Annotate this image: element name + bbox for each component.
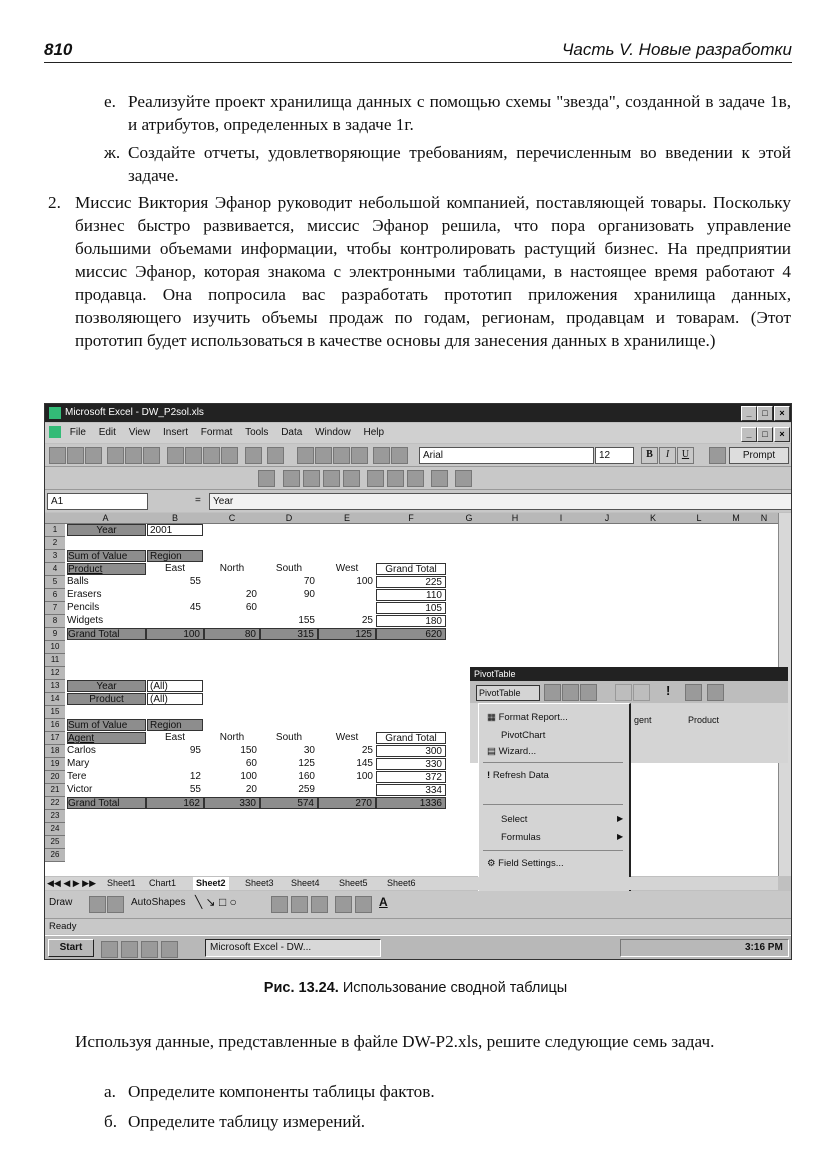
pivot1-col-header: South — [275, 563, 303, 574]
sheet-tabs — [45, 877, 778, 890]
doc-close-icon[interactable]: × — [774, 427, 790, 442]
row-header[interactable]: 9 — [45, 628, 65, 641]
cell-tool-icon[interactable] — [431, 470, 448, 487]
item-text: Миссис Виктория Эфанор руководит небольшой компанией, поставляющей товары. Поскольку бизнес быстро развивается, миссис Эфанор решила, что пора организовать управление большими объемами информации, чтобы контролировать растущий бизнес. На предприятии миссис Эфанор, которая знакома с электронными таблицами, в настоящее время работают 4 продавца. Она попросила вас разработать прототип приложения хранилища данных, позволяющего изучить объемы продаж по годам, регионам, продавцам и товарам. (Этот прототип будет использоваться в качестве основы для занесения данных в хранилище.) — [75, 193, 791, 350]
chart-wizard-icon[interactable] — [373, 447, 390, 464]
value-cell[interactable] — [146, 615, 204, 627]
value-cell[interactable]: 80 — [204, 628, 260, 640]
row-header[interactable]: 15 — [45, 706, 65, 719]
value-cell[interactable]: 574 — [260, 797, 318, 809]
row-label[interactable]: Erasers — [67, 589, 102, 600]
pivot1-page-value[interactable]: 2001 — [147, 524, 203, 536]
value-cell[interactable]: 330 — [204, 797, 260, 809]
row-header[interactable]: 17 — [45, 732, 65, 745]
menu-item-select[interactable]: Select — [501, 814, 528, 825]
sort-icon[interactable] — [351, 447, 368, 464]
grand-total-cell[interactable]: 620 — [376, 628, 446, 640]
column-header[interactable]: L — [676, 513, 723, 524]
status-text: Ready — [49, 921, 77, 932]
map-tool-icon[interactable] — [303, 470, 320, 487]
pivot-wizard-icon[interactable] — [580, 684, 597, 701]
tab-sheet2[interactable]: Sheet2 — [193, 877, 229, 890]
check-tool-icon[interactable] — [407, 470, 424, 487]
submenu-arrow-icon: ▶ — [617, 832, 624, 841]
status-bar — [45, 919, 791, 934]
value-cell[interactable] — [146, 758, 204, 770]
clock: 3:16 PM — [745, 942, 783, 953]
value-cell[interactable]: 259 — [298, 784, 315, 795]
name-box[interactable]: A1 — [47, 493, 148, 510]
pivot1-col-field[interactable]: Region — [147, 550, 203, 562]
taskbar-excel-button[interactable]: Microsoft Excel - DW... — [205, 939, 381, 957]
grand-total-cell[interactable]: 330 — [376, 758, 446, 770]
pivot2-page-value[interactable]: (All) — [147, 693, 203, 705]
maximize-icon[interactable]: □ — [757, 406, 773, 421]
menu-tools[interactable]: Tools — [245, 427, 269, 438]
redo-icon[interactable] — [267, 447, 284, 464]
grand-total-cell[interactable]: 300 — [376, 745, 446, 757]
column-header[interactable]: I — [538, 513, 585, 524]
draw-tool-icon[interactable] — [343, 470, 360, 487]
pivot2-page-label[interactable]: Year — [67, 680, 146, 692]
autosum-icon[interactable] — [315, 447, 332, 464]
value-cell[interactable] — [318, 589, 376, 601]
textbox-icon[interactable] — [271, 896, 288, 913]
field-button-agent[interactable]: gent — [634, 715, 652, 725]
row-header[interactable]: 16 — [45, 719, 65, 732]
undo-icon[interactable] — [245, 447, 262, 464]
autoshapes-menu[interactable]: AutoShapes — [131, 897, 186, 908]
underline-icon[interactable]: U — [677, 447, 694, 464]
value-cell[interactable]: 20 — [245, 784, 257, 795]
value-cell[interactable]: 100 — [240, 771, 257, 782]
row-header[interactable]: 7 — [45, 602, 65, 615]
pivot2-page-value[interactable]: (All) — [147, 680, 203, 692]
select-all-corner[interactable] — [45, 513, 66, 524]
value-cell[interactable]: 125 — [318, 628, 376, 640]
title-bar — [45, 404, 791, 422]
value-cell[interactable]: 45 — [189, 602, 201, 613]
value-cell[interactable]: 155 — [298, 615, 315, 626]
value-cell[interactable]: 25 — [361, 615, 373, 626]
new-icon[interactable] — [49, 447, 66, 464]
pivot2-col-field[interactable]: Region — [147, 719, 203, 731]
value-cell[interactable] — [146, 589, 204, 601]
format-painter-icon[interactable] — [221, 447, 238, 464]
row-label[interactable]: Pencils — [67, 602, 100, 613]
window-title: Microsoft Excel - DW_P2sol.xls — [65, 407, 204, 418]
hide-detail-icon[interactable] — [615, 684, 632, 701]
value-cell[interactable]: 55 — [189, 576, 201, 587]
pivottable-toolbar-buttons — [470, 681, 788, 703]
value-cell[interactable] — [318, 784, 376, 796]
pivottable-menu-button[interactable]: PivotTable — [476, 685, 540, 701]
wordart-icon[interactable] — [291, 896, 308, 913]
clipart-icon[interactable] — [311, 896, 328, 913]
figure-title: Использование сводной таблицы — [342, 980, 568, 996]
show-detail-icon[interactable] — [633, 684, 650, 701]
field-list-icon[interactable] — [707, 684, 724, 701]
item-text: Определите таблицу измерений. — [128, 1112, 366, 1131]
grand-total-cell[interactable]: 110 — [376, 589, 446, 601]
column-header[interactable]: F — [376, 513, 447, 524]
value-cell[interactable] — [260, 602, 318, 614]
value-cell[interactable]: 25 — [361, 745, 373, 756]
value-cell[interactable]: 270 — [318, 797, 376, 809]
figure-caption — [0, 980, 831, 996]
fill-color-icon[interactable] — [335, 896, 352, 913]
row-header[interactable]: 3 — [45, 550, 65, 563]
value-cell[interactable]: 12 — [189, 771, 201, 782]
pivot1-col-header: East — [164, 563, 185, 574]
workbook-icon[interactable] — [49, 426, 61, 438]
pivot1-row-field[interactable]: Product — [67, 563, 146, 575]
column-header[interactable]: J — [584, 513, 631, 524]
menu-file[interactable]: File — [69, 427, 86, 438]
start-button[interactable]: Start — [48, 939, 94, 957]
menu-item-format-report[interactable]: ▦ Format Report... — [487, 712, 568, 723]
assistant-icon[interactable] — [709, 447, 726, 464]
shape-tool-icon[interactable] — [323, 470, 340, 487]
list-tool-icon[interactable] — [387, 470, 404, 487]
value-cell[interactable]: 125 — [298, 758, 315, 769]
quicklaunch-icon[interactable] — [121, 941, 138, 958]
value-cell[interactable]: 95 — [189, 745, 201, 756]
equals-icon[interactable]: = — [195, 495, 201, 506]
prompt-button[interactable]: Prompt — [729, 447, 789, 464]
pivot1-corner[interactable]: Sum of Value — [67, 550, 146, 562]
hyperlink-icon[interactable] — [297, 447, 314, 464]
pivot2-col-header: South — [275, 732, 303, 743]
line-arrow-rect-oval-icon[interactable]: ╲ ↘ □ ○ — [195, 895, 237, 909]
row-header[interactable]: 18 — [45, 745, 65, 758]
refresh-data-icon: ! — [487, 770, 491, 781]
item-text: Определите компоненты таблицы фактов. — [128, 1082, 435, 1101]
row-header[interactable]: 12 — [45, 667, 65, 680]
grand-total-label[interactable]: Grand Total — [67, 628, 146, 640]
row-header[interactable]: 24 — [45, 823, 65, 836]
value-cell[interactable]: 162 — [146, 797, 204, 809]
row-label[interactable]: Widgets — [67, 615, 104, 626]
value-cell[interactable]: 145 — [356, 758, 373, 769]
pivot2-corner[interactable]: Sum of Value — [67, 719, 146, 731]
grand-total-cell[interactable]: 180 — [376, 615, 446, 627]
pivot2-col-header: Grand Total — [376, 732, 446, 744]
pivot1-page-label[interactable]: Year — [67, 524, 146, 536]
print-icon[interactable] — [107, 447, 124, 464]
pivottable-toolbar-title[interactable]: PivotTable — [470, 667, 788, 681]
excel-icon — [49, 407, 61, 419]
value-cell[interactable] — [204, 615, 260, 627]
row-header[interactable]: 6 — [45, 589, 65, 602]
draw-menu[interactable]: Draw — [49, 897, 73, 908]
row-header[interactable]: 1 — [45, 524, 65, 537]
menu-item-pivotchart[interactable]: PivotChart — [501, 730, 546, 741]
quicklaunch-icon[interactable] — [141, 941, 158, 958]
row-header[interactable]: 11 — [45, 654, 65, 667]
format-report-icon[interactable] — [544, 684, 561, 701]
value-cell[interactable]: 315 — [260, 628, 318, 640]
bottom-intro: Используя данные, представленные в файле DW-P2.xls, решите следующие семь задач. — [75, 1032, 715, 1051]
menu-item-formulas[interactable]: Formulas — [501, 832, 541, 843]
item-text: Реализуйте проект хранилища данных с помощью схемы "звезда", созданной в задаче 1в, и атрибутов, определенных в задаче 1г. — [128, 92, 791, 134]
formula-input[interactable]: Year — [209, 493, 792, 510]
menu-help[interactable]: Help — [363, 427, 385, 438]
menu-item-wizard[interactable]: ▤ Wizard... — [487, 746, 537, 757]
column-header[interactable]: E — [318, 513, 377, 524]
field-button-product[interactable]: Product — [688, 715, 720, 725]
function-icon[interactable] — [333, 447, 350, 464]
line-color-icon[interactable] — [355, 896, 372, 913]
quicklaunch-icon[interactable] — [101, 941, 118, 958]
pivot1-col-header: North — [219, 563, 245, 574]
field-settings-icon[interactable] — [685, 684, 702, 701]
tab-sheet4[interactable]: Sheet4 — [291, 878, 320, 888]
row-header[interactable]: 21 — [45, 784, 65, 797]
row-label[interactable]: Tere — [67, 771, 87, 782]
italic-icon[interactable]: I — [659, 447, 676, 464]
column-header[interactable]: G — [446, 513, 493, 524]
column-header[interactable]: B — [146, 513, 205, 524]
row-header[interactable]: 4 — [45, 563, 65, 576]
menu-edit[interactable]: Edit — [98, 427, 116, 438]
preview-icon[interactable] — [125, 447, 142, 464]
menu-window[interactable]: Window — [315, 427, 351, 438]
page-number: 810 — [44, 40, 73, 59]
menu-item-field-settings[interactable]: ⚙ Field Settings... — [487, 858, 564, 869]
grand-total-cell[interactable]: 105 — [376, 602, 446, 614]
open-icon[interactable] — [67, 447, 84, 464]
value-cell[interactable]: 70 — [303, 576, 315, 587]
menu-format[interactable]: Format — [200, 427, 233, 438]
row-header[interactable]: 2 — [45, 537, 65, 550]
rotate-icon[interactable] — [107, 896, 124, 913]
grand-total-cell[interactable]: 334 — [376, 784, 446, 796]
paste-icon[interactable] — [203, 447, 220, 464]
tab-sheet6[interactable]: Sheet6 — [387, 878, 416, 888]
pivot-mini-toolbar — [45, 467, 791, 490]
tab-scroll-icon[interactable]: ◀◀ ◀ ▶ ▶▶ — [47, 878, 97, 888]
menu-item-refresh-data[interactable]: ! Refresh Data — [487, 770, 549, 781]
menu-data[interactable]: Data — [281, 427, 303, 438]
value-cell[interactable]: 60 — [245, 758, 257, 769]
value-cell[interactable]: 150 — [240, 745, 257, 756]
column-header[interactable]: A — [65, 513, 147, 524]
item-marker: ж. — [104, 143, 121, 162]
menu-bar — [45, 423, 791, 443]
drawing-toolbar — [45, 891, 791, 919]
tab-sheet1[interactable]: Sheet1 — [107, 878, 136, 888]
column-header[interactable]: M — [722, 513, 751, 524]
row-header[interactable]: 19 — [45, 758, 65, 771]
font-name-combo[interactable]: Arial — [419, 447, 594, 464]
item-marker: б. — [104, 1112, 118, 1131]
pivot1-col-header: Grand Total — [376, 563, 446, 575]
column-header[interactable]: H — [492, 513, 539, 524]
formula-bar — [45, 490, 791, 512]
item-text: Создайте отчеты, удовлетворяющие требованиям, перечисленным во введении к этой задаче. — [128, 143, 791, 185]
running-header — [44, 40, 792, 63]
value-cell[interactable]: 55 — [189, 784, 201, 795]
close-icon[interactable]: × — [774, 406, 790, 421]
chapter-title: Часть V. Новые разработки — [561, 40, 792, 59]
figure-label: Рис. 13.24. — [263, 980, 339, 996]
value-cell[interactable]: 160 — [298, 771, 315, 782]
pivot2-page-label[interactable]: Product — [67, 693, 146, 705]
column-header[interactable]: K — [630, 513, 677, 524]
item-marker: е. — [104, 92, 116, 111]
quicklaunch-icon[interactable] — [161, 941, 178, 958]
value-cell[interactable]: 100 — [356, 771, 373, 782]
help-icon[interactable] — [391, 447, 408, 464]
tab-sheet3[interactable]: Sheet3 — [245, 878, 274, 888]
row-header[interactable]: 14 — [45, 693, 65, 706]
select-objects-icon[interactable] — [89, 896, 106, 913]
row-header[interactable]: 26 — [45, 849, 65, 862]
value-cell[interactable] — [318, 602, 376, 614]
pivot-tool-icon[interactable] — [258, 470, 275, 487]
pivot2-row-field[interactable]: Agent — [67, 732, 146, 744]
grand-total-cell[interactable]: 1336 — [376, 797, 446, 809]
pivot2-col-header: East — [164, 732, 185, 743]
item-marker: 2. — [48, 193, 61, 212]
taskbar — [45, 935, 791, 960]
menu-view[interactable]: View — [128, 427, 151, 438]
grand-total-label[interactable]: Grand Total — [67, 797, 146, 809]
menu-insert[interactable]: Insert — [162, 427, 188, 438]
value-cell[interactable]: 100 — [146, 628, 204, 640]
row-label[interactable]: Mary — [67, 758, 90, 769]
row-header[interactable]: 20 — [45, 771, 65, 784]
grand-total-cell[interactable]: 225 — [376, 576, 446, 588]
column-header[interactable]: C — [204, 513, 261, 524]
font-color-icon[interactable]: A — [379, 895, 388, 909]
row-header[interactable]: 5 — [45, 576, 65, 589]
menu-separator — [483, 762, 623, 763]
chart-wizard-icon[interactable] — [562, 684, 579, 701]
pivot2-col-header: North — [219, 732, 245, 743]
pivot1-col-header: West — [335, 563, 359, 574]
standard-toolbar — [45, 444, 791, 467]
value-cell[interactable]: 90 — [303, 589, 315, 600]
row-label[interactable]: Victor — [67, 784, 93, 795]
row-header[interactable]: 10 — [45, 641, 65, 654]
item-marker: а. — [104, 1082, 116, 1101]
submenu-arrow-icon: ▶ — [617, 814, 624, 823]
menu-separator — [483, 850, 623, 851]
grand-total-cell[interactable]: 372 — [376, 771, 446, 783]
value-cell[interactable]: 30 — [303, 745, 315, 756]
row-header[interactable]: 23 — [45, 810, 65, 823]
filter-tool-icon[interactable] — [367, 470, 384, 487]
cut-icon[interactable] — [167, 447, 184, 464]
pivot2-col-header: West — [335, 732, 359, 743]
row-header[interactable]: 22 — [45, 797, 65, 810]
excel-screenshot — [44, 403, 792, 960]
spelling-icon[interactable] — [143, 447, 160, 464]
menu-tool-icon[interactable] — [455, 470, 472, 487]
menu-separator — [483, 804, 623, 805]
tab-chart1[interactable]: Chart1 — [149, 878, 177, 888]
doc-minimize-icon[interactable]: _ — [741, 427, 757, 442]
chart-tool-icon[interactable] — [283, 470, 300, 487]
row-label[interactable]: Balls — [67, 576, 89, 587]
value-cell[interactable] — [204, 576, 260, 588]
minimize-icon[interactable]: _ — [741, 406, 757, 421]
value-cell[interactable]: 20 — [245, 589, 257, 600]
row-header[interactable]: 8 — [45, 615, 65, 628]
value-cell[interactable]: 60 — [245, 602, 257, 613]
font-size-combo[interactable]: 12 — [595, 447, 634, 464]
bold-icon[interactable]: B — [641, 447, 658, 464]
save-icon[interactable] — [85, 447, 102, 464]
row-label[interactable]: Carlos — [67, 745, 96, 756]
column-header[interactable]: D — [260, 513, 319, 524]
row-header[interactable]: 25 — [45, 836, 65, 849]
tab-sheet5[interactable]: Sheet5 — [339, 878, 368, 888]
column-header[interactable]: N — [750, 513, 779, 524]
doc-restore-icon[interactable]: □ — [757, 427, 773, 442]
value-cell[interactable]: 100 — [356, 576, 373, 587]
row-header[interactable]: 13 — [45, 680, 65, 693]
refresh-icon[interactable]: ! — [666, 683, 671, 698]
copy-icon[interactable] — [185, 447, 202, 464]
